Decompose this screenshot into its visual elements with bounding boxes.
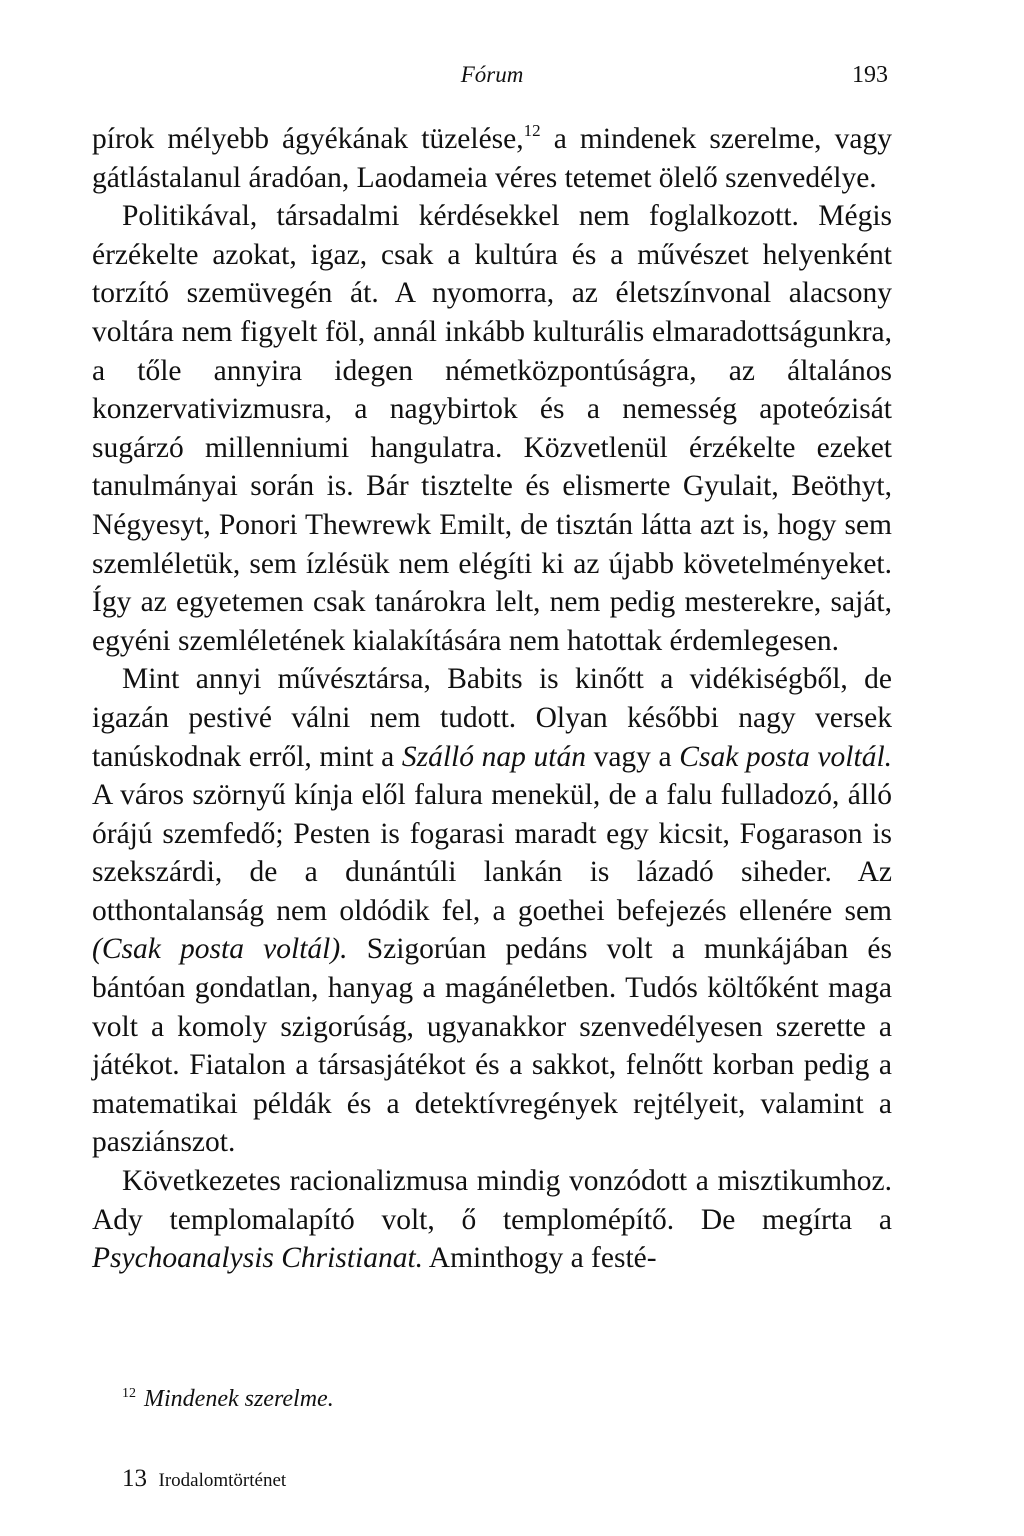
footnote-reference: 12 xyxy=(523,121,541,140)
running-title: Fórum xyxy=(460,62,524,87)
signature-label: Irodalomtörténet xyxy=(158,1470,287,1491)
title-csak-posta-voltal-parenthetical: (Csak posta voltál). xyxy=(92,933,348,966)
title-szallo-nap-utan: Szálló nap után xyxy=(401,740,586,773)
paragraph-1-text-a: pírok mélyebb ágyékának tüzelése, xyxy=(92,123,524,155)
body-text xyxy=(92,120,892,1278)
paragraph-4-text-b: Aminthogy a festé- xyxy=(423,1242,657,1275)
page-number: 193 xyxy=(852,62,888,88)
footnote-number: 12 xyxy=(122,1386,136,1401)
title-csak-posta-voltal: Csak posta voltál. xyxy=(679,740,893,773)
footnote xyxy=(122,1378,334,1415)
paragraph-1 xyxy=(92,120,892,197)
paragraph-3-text-d: Szigorúan pedáns volt a munkájában és bántóan gondatlan, hanyag a magánéletben. Tudós költőként maga volt a komoly szigorúság, ugyanakkor szenvedélyesen szerette a játékot. Fiatalon a társasjátékot és a sakkot, felnőtt korban pedig a matematikai példák és a detektívregények rejtélyeit, valamint a pasziánszot. xyxy=(92,933,892,1159)
paragraph-1-text-b: a mindenek szerelme, vagy gátlástalanul áradóan, Laodameia véres tetemet ölelő szenvedélye. xyxy=(92,123,892,194)
running-head xyxy=(92,58,892,92)
paragraph-3 xyxy=(92,660,892,1162)
paragraph-3-text-a: Mint annyi művésztársa, Babits is kinőtt a vidékiségből, de igazán pestivé válni nem tudott. Olyan későbbi nagy versek tanúskodnak erről, mint a xyxy=(92,663,892,773)
title-psychoanalysis-christiana: Psychoanalysis Christianat. xyxy=(92,1242,424,1275)
paragraph-4-text-a: Következetes racionalizmusa mindig vonzódott a misztikumhoz. Ady templomalapító volt, ő templomépítő. De megírta a xyxy=(92,1165,892,1236)
paragraph-3-text-c: A város szörnyű kínja elől falura menekül, de a falu fulladozó, álló órájú szemfedő; Pesten is fogarasi maradt egy kicsit, Fogarason is szekszárdi, de a dunántúli lankán is lázadó siheder. Az otthontalanság nem oldódik fel, a goethei befejezés ellenére sem xyxy=(92,779,892,927)
printer-signature xyxy=(122,1464,286,1496)
footnote-text: Mindenek szerelme. xyxy=(144,1386,334,1412)
signature-number: 13 xyxy=(122,1465,147,1492)
paragraph-4 xyxy=(92,1162,892,1278)
paragraph-2: Politikával, társadalmi kérdésekkel nem foglalkozott. Mégis érzékelte azokat, igaz, csak a kultúra és a művészet helyenként torzító szemüvegén át. A nyomorra, az életszínvonal alacsony voltára nem figyelt föl, annál inkább kulturális elmaradottságunkra, a tőle annyira idegen németközpontúságra, az általános konzervativizmusra, a nagybirtok és a nemesség apoteózisát sugárzó millenniumi hangulatra. Közvetlenül érzékelte ezeket tanulmányai során is. Bár tisztelte és elismerte Gyulait, Beöthyt, Négyesyt, Ponori Thewrewk Emilt, de tisztán látta azt is, hogy sem szemléletük, sem ízlésük nem elégíti ki az újabb követelményeket. Így az egyetemen csak tanárokra lelt, nem pedig mesterekre, saját, egyéni szemléletének kialakítására nem hatottak érdemlegesen. xyxy=(92,200,892,657)
paragraph-3-text-b: vagy a xyxy=(585,740,680,773)
